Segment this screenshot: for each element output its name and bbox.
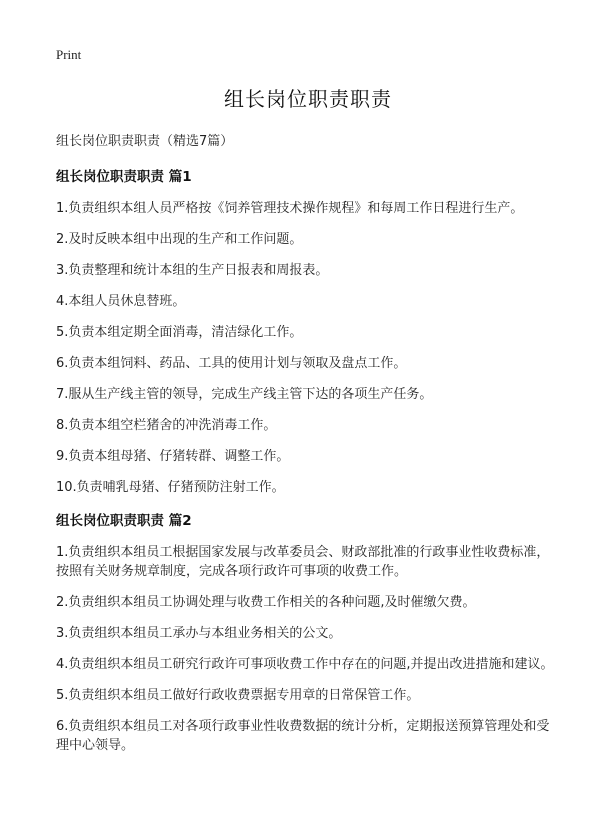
list-item: 5.负责本组定期全面消毒，清洁绿化工作。 <box>56 325 303 340</box>
section-heading: 组长岗位职责职责 篇1 <box>56 169 192 185</box>
list-item: 1.负责组织本组人员严格按《饲养管理技术操作规程》和每周工作日程进行生产。 <box>56 201 524 216</box>
print-link[interactable]: Print <box>56 47 82 62</box>
list-item: 6.负责组织本组员工对各项行政事业性收费数据的统计分析，定期报送预算管理处和受理中心领导。 <box>56 719 550 753</box>
list-item: 2.负责组织本组员工协调处理与收费工作相关的各种问题,及时催缴欠费。 <box>56 595 476 610</box>
list-item: 6.负责本组饲料、药品、工具的使用计划与领取及盘点工作。 <box>56 356 407 371</box>
section-1 <box>56 165 560 497</box>
list-item: 4.负责组织本组员工研究行政许可事项收费工作中存在的问题,并提出改进措施和建议。 <box>56 657 554 672</box>
list-item: 9.负责本组母猪、仔猪转群、调整工作。 <box>56 449 290 464</box>
list-item: 7.服从生产线主管的领导，完成生产线主管下达的各项生产任务。 <box>56 387 433 402</box>
list-item: 1.负责组织本组员工根据国家发展与改革委员会、财政部批准的行政事业性收费标准，按照有关财务规章制度，完成各项行政许可事项的收费工作。 <box>56 545 550 579</box>
section-2 <box>56 509 560 755</box>
list-item: 4.本组人员休息替班。 <box>56 294 186 309</box>
list-item: 3.负责组织本组员工承办与本组业务相关的公文。 <box>56 626 342 641</box>
list-item: 8.负责本组空栏猪舍的冲洗消毒工作。 <box>56 418 277 433</box>
list-item: 2.及时反映本组中出现的生产和工作问题。 <box>56 232 303 247</box>
list-item: 10.负责哺乳母猪、仔猪预防注射工作。 <box>56 480 285 495</box>
list-item: 3.负责整理和统计本组的生产日报表和周报表。 <box>56 263 329 278</box>
document-title: 组长岗位职责职责 <box>224 87 392 111</box>
document-subtitle: 组长岗位职责职责（精选7篇） <box>56 134 234 149</box>
section-heading: 组长岗位职责职责 篇2 <box>56 513 192 529</box>
list-item: 5.负责组织本组员工做好行政收费票据专用章的日常保管工作。 <box>56 688 420 703</box>
